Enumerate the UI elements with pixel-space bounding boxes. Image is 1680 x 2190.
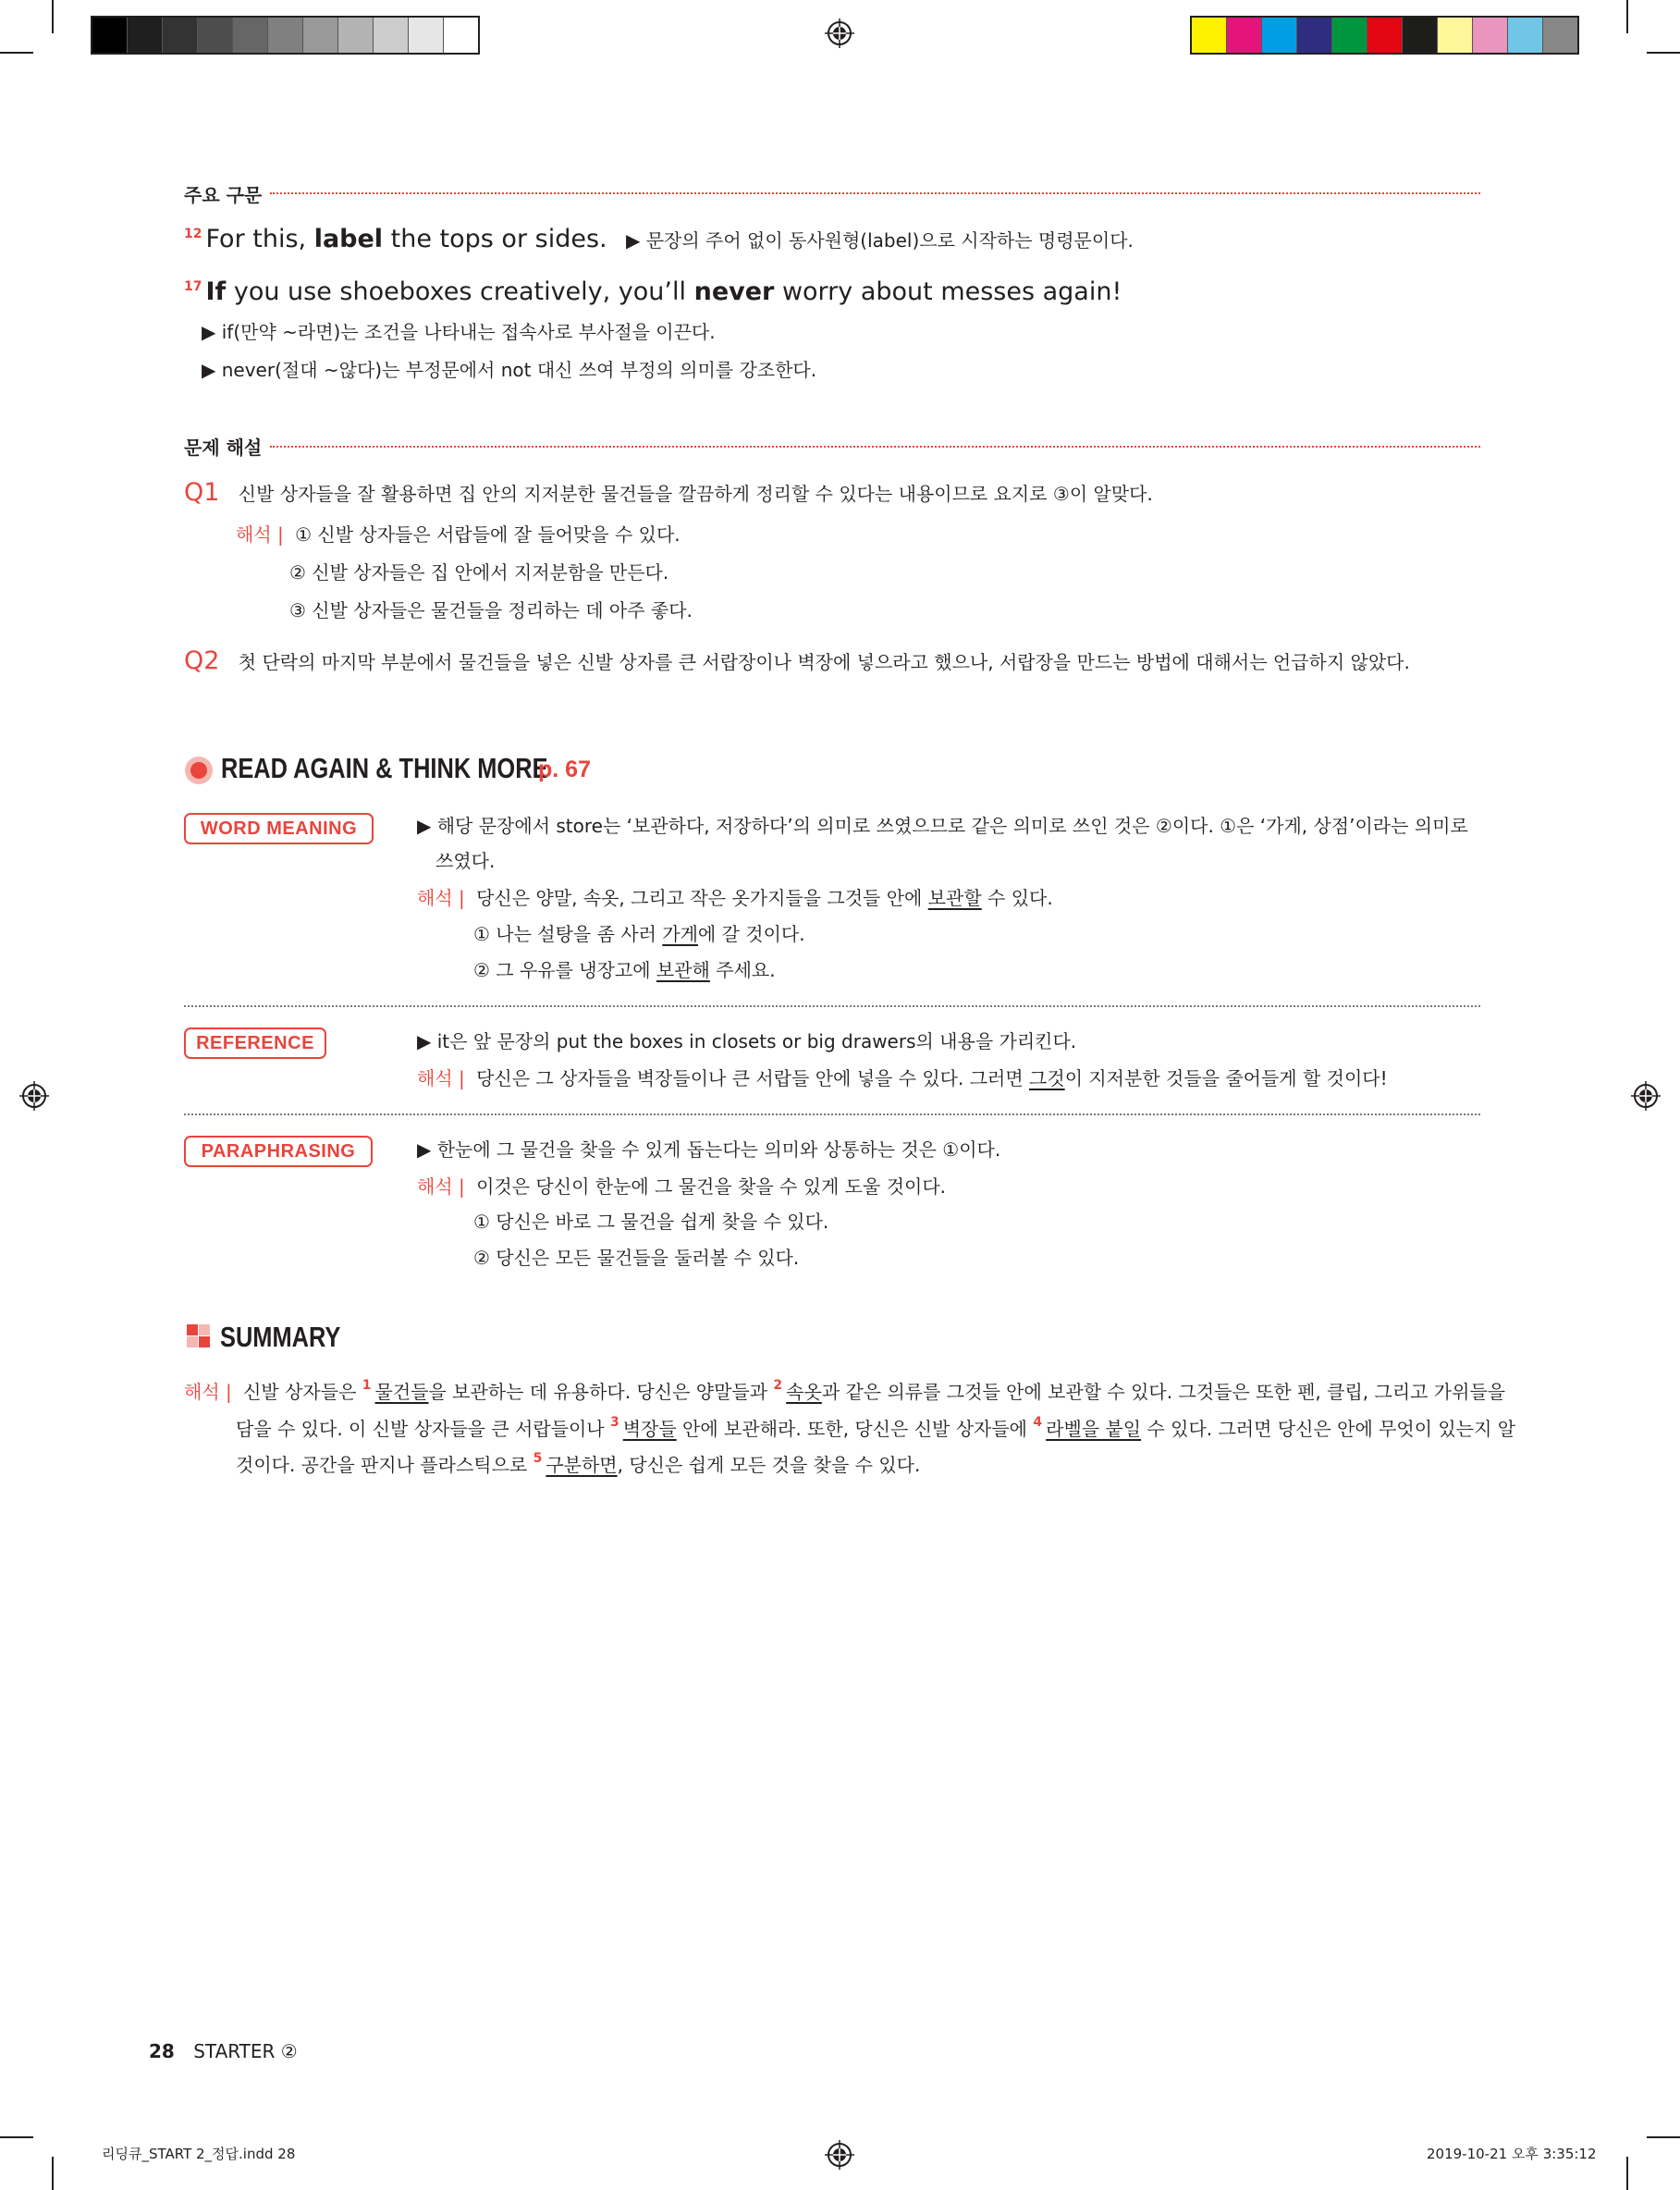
color-swatch bbox=[1438, 18, 1473, 53]
question-label: Q1 bbox=[184, 478, 220, 507]
color-swatch bbox=[1403, 18, 1438, 53]
color-swatch bbox=[163, 18, 198, 53]
crop-mark bbox=[1647, 52, 1680, 54]
page-footer bbox=[149, 2040, 298, 2062]
question-label: Q2 bbox=[184, 646, 220, 675]
summary-squares-icon bbox=[187, 1324, 211, 1348]
crop-mark bbox=[1647, 2136, 1680, 2138]
bullet-circle-icon bbox=[184, 756, 214, 785]
color-swatch bbox=[409, 18, 444, 53]
color-swatch bbox=[92, 18, 128, 53]
word-meaning-note-cont: 쓰였다. bbox=[435, 850, 496, 872]
word-meaning-note: ▶ 해당 문장에서 store는 ‘보관하다, 저장하다’의 의미로 쓰였으므로 같은 의미로 쓰인 것은 ②이다. ①은 ‘가게, 상점’이라는 의미로 bbox=[417, 815, 1468, 837]
summary-line-1: 해석 | 신발 상자들은 $^1$ 물건들을 보관하는 데 유용하다. 당신은 양말들과 $^2$ 속옷과 같은 의류를 그것들 안에 보관할 수 있다. 그것들은 또한 펜, 클립, 그리고 가위들을 bbox=[184, 1378, 1506, 1403]
color-swatch bbox=[444, 18, 478, 53]
color-swatch bbox=[1367, 18, 1403, 53]
sentence-number: 17 bbox=[184, 279, 202, 294]
translation-label: 해석 | bbox=[184, 1381, 232, 1403]
crop-mark bbox=[1626, 0, 1628, 33]
color-swatch bbox=[1508, 18, 1543, 53]
sentence-number: 12 bbox=[184, 227, 202, 241]
color-swatch bbox=[1192, 18, 1227, 53]
paraphrasing-translation: 해석 | 이것은 당신이 한눈에 그 물건을 찾을 수 있게 도울 것이다. bbox=[417, 1175, 947, 1198]
reference-note: ▶ it은 앞 문장의 put the boxes in closets or big drawers의 내용을 가리킨다. bbox=[417, 1030, 1077, 1052]
sentence-17: $^{17}$ If you use shoeboxes creatively, you’ll never worry about messes again! bbox=[184, 277, 1122, 306]
grayscale-color-bar bbox=[91, 16, 480, 55]
paraphrasing-option: ① 당신은 바로 그 물건을 쉽게 찾을 수 있다. bbox=[473, 1211, 829, 1233]
section-divider bbox=[270, 446, 1480, 448]
color-swatch bbox=[1297, 18, 1332, 53]
crop-mark bbox=[1626, 2157, 1628, 2190]
q2-explanation: Q2 첫 단락의 마지막 부분에서 물건들을 넣은 신발 상자를 큰 서랍장이나 벽장에 넣으라고 했으나, 서랍장을 만드는 방법에 대해서는 언급하지 않았다. bbox=[184, 646, 1410, 675]
print-timestamp: 2019-10-21 오후 3:35:12 bbox=[1427, 2146, 1597, 2162]
crop-mark bbox=[52, 0, 54, 33]
subsection-divider bbox=[184, 1113, 1480, 1115]
translation-label: 해석 | bbox=[417, 887, 465, 909]
registration-mark-icon bbox=[825, 2140, 854, 2170]
word-meaning-option: ② 그 우유를 냉장고에 보관해 주세요. bbox=[473, 959, 776, 981]
color-swatch bbox=[374, 18, 409, 53]
crop-mark bbox=[52, 2157, 54, 2190]
summary-line-3: 것이다. 공간을 판지나 플라스틱으로 $^5$ 구분하면, 당신은 쉽게 모든 것을 찾을 수 있다. bbox=[236, 1451, 921, 1476]
translation-label: 해석 | bbox=[236, 523, 284, 546]
crop-mark bbox=[0, 2136, 33, 2138]
color-swatch bbox=[128, 18, 163, 53]
read-again-title: READ AGAIN & THINK MORE bbox=[221, 752, 548, 784]
q1-explanation: Q1 신발 상자들을 잘 활용하면 집 안의 지저분한 물건들을 깔끔하게 정리할 수 있다는 내용이므로 요지로 ③이 알맞다. bbox=[184, 478, 1153, 507]
reference-tag: REFERENCE bbox=[184, 1027, 326, 1059]
paraphrasing-tag: PARAPHRASING bbox=[184, 1136, 373, 1167]
color-swatch bbox=[1332, 18, 1367, 53]
crop-mark bbox=[0, 52, 33, 54]
color-swatch bbox=[1543, 18, 1577, 53]
q1-translation: 해석 | ① 신발 상자들은 서랍들에 잘 들어맞을 수 있다. bbox=[236, 523, 681, 546]
grammar-note: ▶ never(절대 ~않다)는 부정문에서 not 대신 쓰여 부정의 의미를 강조한다. bbox=[202, 359, 817, 381]
registration-mark-icon bbox=[19, 1081, 49, 1111]
grammar-note: ▶ if(만약 ~라면)는 조건을 나타내는 접속사로 부사절을 이끈다. bbox=[202, 321, 716, 343]
process-color-bar bbox=[1190, 16, 1579, 55]
color-swatch bbox=[1262, 18, 1297, 53]
color-swatch bbox=[198, 18, 233, 53]
summary-title: SUMMARY bbox=[220, 1321, 341, 1353]
file-slug: 리딩큐_START 2_정답.indd 28 bbox=[102, 2146, 296, 2162]
color-swatch bbox=[268, 18, 303, 53]
color-swatch bbox=[1473, 18, 1508, 53]
book-title: STARTER ② bbox=[193, 2040, 298, 2062]
color-swatch bbox=[1227, 18, 1262, 53]
q1-option: ② 신발 상자들은 집 안에서 지저분함을 만든다. bbox=[289, 561, 669, 584]
reference-translation: 해석 | 당신은 그 상자들을 벽장들이나 큰 서랍들 안에 넣을 수 있다. 그러면 그것이 지저분한 것들을 줄어들게 할 것이다! bbox=[417, 1067, 1388, 1089]
color-swatch bbox=[338, 18, 374, 53]
page-number: 28 bbox=[149, 2040, 175, 2062]
paraphrasing-note: ▶ 한눈에 그 물건을 찾을 수 있게 돕는다는 의미와 상통하는 것은 ①이다. bbox=[417, 1138, 1001, 1161]
page-reference: p. 67 bbox=[538, 757, 591, 782]
color-swatch bbox=[233, 18, 268, 53]
word-meaning-translation: 해석 | 당신은 양말, 속옷, 그리고 작은 옷가지들을 그것들 안에 보관할 수 있다. bbox=[417, 887, 1053, 909]
registration-mark-icon bbox=[825, 18, 854, 48]
section-divider bbox=[270, 192, 1480, 194]
summary-line-2: 담을 수 있다. 이 신발 상자들을 큰 서랍들이나 $^3$ 벽장들 안에 보관해라. 또한, 당신은 신발 상자들에 $^4$ 라벨을 붙일 수 있다. 그러면 당신은 안에 무엇이 있는지 알 bbox=[236, 1415, 1516, 1440]
subsection-divider bbox=[184, 1005, 1480, 1007]
answers-heading: 문제 해설 bbox=[184, 437, 263, 459]
q1-option: ③ 신발 상자들은 물건들을 정리하는 데 아주 좋다. bbox=[289, 599, 693, 621]
paraphrasing-option: ② 당신은 모든 물건들을 둘러볼 수 있다. bbox=[473, 1247, 800, 1269]
translation-label: 해석 | bbox=[417, 1067, 465, 1089]
key-phrases-heading: 주요 구문 bbox=[184, 184, 263, 206]
word-meaning-option: ① 나는 설탕을 좀 사러 가게에 갈 것이다. bbox=[473, 923, 805, 945]
color-swatch bbox=[303, 18, 338, 53]
translation-label: 해석 | bbox=[417, 1175, 465, 1198]
word-meaning-tag: WORD MEANING bbox=[184, 813, 374, 844]
sentence-12: $^{12}$ For this, label the tops or sides. ▶ 문장의 주어 없이 동사원형(label)으로 시작하는 명령문이다. bbox=[184, 225, 1134, 253]
registration-mark-icon bbox=[1631, 1081, 1661, 1111]
grammar-note: ▶ 문장의 주어 없이 동사원형(label)으로 시작하는 명령문이다. bbox=[625, 229, 1134, 252]
